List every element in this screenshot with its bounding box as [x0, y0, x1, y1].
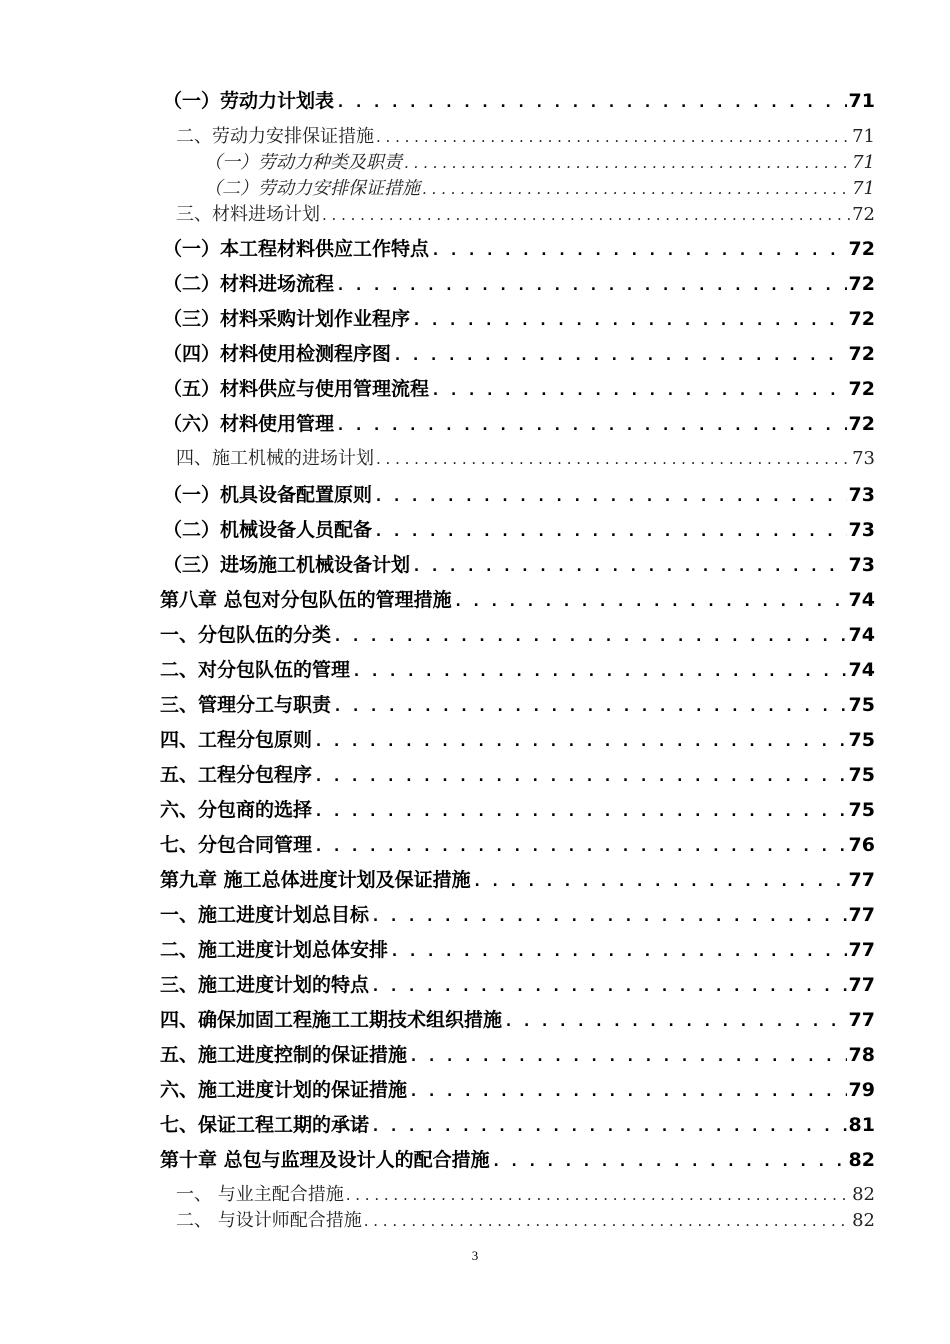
- leader-dots: [346, 1186, 850, 1204]
- toc-entry-page: 72: [848, 238, 875, 260]
- toc-entry[interactable]: [160, 760, 875, 787]
- leader-dots: [374, 487, 847, 505]
- leader-dots: [336, 276, 847, 294]
- toc-entry-page: 71: [852, 126, 875, 147]
- toc-entry-page: 73: [852, 448, 875, 469]
- toc-entry[interactable]: [160, 1075, 875, 1102]
- toc-entry-page: 75: [848, 764, 875, 786]
- toc-entry[interactable]: [160, 970, 875, 997]
- toc-entry[interactable]: [160, 585, 875, 612]
- toc-entry-page: 71: [848, 90, 875, 112]
- leader-dots: [473, 872, 847, 890]
- leader-dots: [371, 1117, 847, 1135]
- leader-dots: [376, 128, 850, 146]
- toc-entry[interactable]: [163, 515, 875, 542]
- leader-dots: [364, 1212, 850, 1230]
- toc-entry-title: 一、分包队伍的分类: [160, 624, 332, 646]
- toc-entry-title: 六、分包商的选择: [160, 799, 313, 821]
- toc-entry-page: 74: [848, 624, 875, 646]
- toc-entry-page: 73: [848, 484, 875, 506]
- toc-entry-title: （二）机械设备人员配备: [163, 519, 373, 541]
- toc-entry-title: 五、工程分包程序: [160, 764, 313, 786]
- toc-entry-title: 三、管理分工与职责: [160, 694, 332, 716]
- toc-entry-page: 72: [852, 204, 875, 225]
- toc-entry-page: 82: [852, 1210, 875, 1231]
- toc-entry-page: 77: [848, 1009, 875, 1031]
- leader-dots: [314, 767, 847, 785]
- toc-entry[interactable]: [163, 550, 875, 577]
- toc-entry[interactable]: [163, 374, 875, 401]
- leader-dots: [333, 627, 847, 645]
- leader-dots: [336, 93, 847, 111]
- leader-dots: [409, 1047, 847, 1065]
- toc-entry-title: （二）劳动力安排保证措施: [204, 178, 420, 199]
- leader-dots: [336, 416, 847, 434]
- leader-dots: [454, 592, 847, 610]
- toc-entry-title: 一、 与业主配合措施: [176, 1184, 344, 1205]
- toc-entry[interactable]: [160, 830, 875, 857]
- toc-entry-title: 四、确保加固工程施工工期技术组织措施: [160, 1009, 503, 1031]
- toc-entry-page: 72: [848, 413, 875, 435]
- toc-entry[interactable]: [176, 122, 875, 148]
- leader-dots: [374, 522, 847, 540]
- toc-entry-page: 72: [848, 343, 875, 365]
- toc-entry-title: （二）材料进场流程: [163, 273, 335, 295]
- toc-entry[interactable]: [176, 444, 875, 470]
- leader-dots: [314, 732, 847, 750]
- toc-entry[interactable]: [160, 655, 875, 682]
- toc-entry-title: （六）材料使用管理: [163, 413, 335, 435]
- leader-dots: [314, 837, 847, 855]
- toc-entry-title: 二、施工进度计划总体安排: [160, 939, 389, 961]
- leader-dots: [431, 241, 847, 259]
- leader-dots: [404, 154, 850, 172]
- leader-dots: [390, 942, 847, 960]
- toc-entry[interactable]: [163, 480, 875, 507]
- leader-dots: [431, 381, 847, 399]
- toc-entry[interactable]: [163, 86, 875, 113]
- toc-entry-title: 七、保证工程工期的承诺: [160, 1114, 370, 1136]
- toc-entry-title: 二、对分包队伍的管理: [160, 659, 351, 681]
- toc-entry-page: 73: [848, 554, 875, 576]
- toc-entry-page: 71: [852, 152, 875, 173]
- leader-dots: [376, 450, 850, 468]
- toc-entry-title: （四）材料使用检测程序图: [163, 343, 392, 365]
- toc-entry-page: 72: [848, 273, 875, 295]
- toc-entry-page: 71: [852, 178, 875, 199]
- leader-dots: [393, 346, 847, 364]
- toc-entry-title: 三、材料进场计划: [176, 204, 320, 225]
- leader-dots: [412, 557, 847, 575]
- toc-entry[interactable]: [160, 865, 875, 892]
- toc-entry[interactable]: [163, 339, 875, 366]
- toc-entry[interactable]: [176, 1206, 875, 1232]
- toc-entry-page: 81: [848, 1114, 875, 1136]
- leader-dots: [412, 311, 847, 329]
- leader-dots: [371, 977, 847, 995]
- toc-entry-title: （一）劳动力种类及职责: [204, 152, 402, 173]
- toc-entry[interactable]: [160, 725, 875, 752]
- toc-entry-page: 79: [848, 1079, 875, 1101]
- toc-entry-title: 六、施工进度计划的保证措施: [160, 1079, 408, 1101]
- toc-entry-page: 74: [848, 589, 875, 611]
- leader-dots: [492, 1152, 847, 1170]
- toc-entry[interactable]: [160, 900, 875, 927]
- toc-entry[interactable]: [160, 1145, 875, 1172]
- toc-entry-page: 77: [848, 939, 875, 961]
- toc-entry-title: （三）材料采购计划作业程序: [163, 308, 411, 330]
- toc-entry-page: 77: [848, 974, 875, 996]
- toc-entry-title: （一）本工程材料供应工作特点: [163, 238, 430, 260]
- toc-entry[interactable]: [204, 174, 875, 200]
- toc-entry-page: 73: [848, 519, 875, 541]
- toc-entry-title: 五、施工进度控制的保证措施: [160, 1044, 408, 1066]
- toc-entry[interactable]: [204, 148, 875, 174]
- toc-entry-title: 七、分包合同管理: [160, 834, 313, 856]
- toc-entry[interactable]: [163, 269, 875, 296]
- toc-entry-title: 四、工程分包原则: [160, 729, 313, 751]
- toc-entry[interactable]: [176, 1180, 875, 1206]
- leader-dots: [422, 180, 850, 198]
- toc-entry-page: 82: [852, 1184, 875, 1205]
- toc-entry-title: 第十章 总包与监理及设计人的配合措施: [160, 1149, 490, 1171]
- leader-dots: [322, 206, 850, 224]
- toc-entry[interactable]: [163, 409, 875, 436]
- toc-entry[interactable]: [160, 620, 875, 647]
- toc-entry[interactable]: [160, 1110, 875, 1137]
- toc-entry-page: 77: [848, 904, 875, 926]
- toc-entry-title: （五）材料供应与使用管理流程: [163, 378, 430, 400]
- toc-entry-page: 75: [848, 729, 875, 751]
- toc-entry[interactable]: [160, 690, 875, 717]
- page-number: 3: [471, 1248, 479, 1263]
- toc-entry[interactable]: [163, 304, 875, 331]
- toc-entry-page: 77: [848, 869, 875, 891]
- toc-entry-page: 74: [848, 659, 875, 681]
- leader-dots: [352, 662, 847, 680]
- leader-dots: [371, 907, 847, 925]
- leader-dots: [409, 1082, 847, 1100]
- toc-entry-page: 76: [848, 834, 875, 856]
- toc-entry-title: 三、施工进度计划的特点: [160, 974, 370, 996]
- leader-dots: [504, 1012, 847, 1030]
- toc-entry-title: 一、施工进度计划总目标: [160, 904, 370, 926]
- toc-entry-title: 二、 与设计师配合措施: [176, 1210, 362, 1231]
- leader-dots: [314, 802, 847, 820]
- toc-entry[interactable]: [163, 234, 875, 261]
- toc-entry-page: 72: [848, 308, 875, 330]
- toc-entry-title: 第八章 总包对分包队伍的管理措施: [160, 589, 452, 611]
- toc-entry-title: （一）劳动力计划表: [163, 90, 335, 112]
- toc-entry-title: 二、劳动力安排保证措施: [176, 126, 374, 147]
- toc-entry-page: 82: [848, 1149, 875, 1171]
- toc-entry-title: （一）机具设备配置原则: [163, 484, 373, 506]
- toc-entry[interactable]: [160, 1005, 875, 1032]
- leader-dots: [333, 697, 847, 715]
- toc-entry[interactable]: [160, 795, 875, 822]
- toc-entry-page: 75: [848, 694, 875, 716]
- toc-entry[interactable]: [176, 200, 875, 226]
- toc-entry[interactable]: [160, 935, 875, 962]
- toc-entry-title: 第九章 施工总体进度计划及保证措施: [160, 869, 471, 891]
- toc-entry-page: 75: [848, 799, 875, 821]
- toc-entry-title: 四、施工机械的进场计划: [176, 448, 374, 469]
- toc-entry[interactable]: [160, 1040, 875, 1067]
- toc-entry-title: （三）进场施工机械设备计划: [163, 554, 411, 576]
- toc-entry-page: 72: [848, 378, 875, 400]
- toc-entry-page: 78: [848, 1044, 875, 1066]
